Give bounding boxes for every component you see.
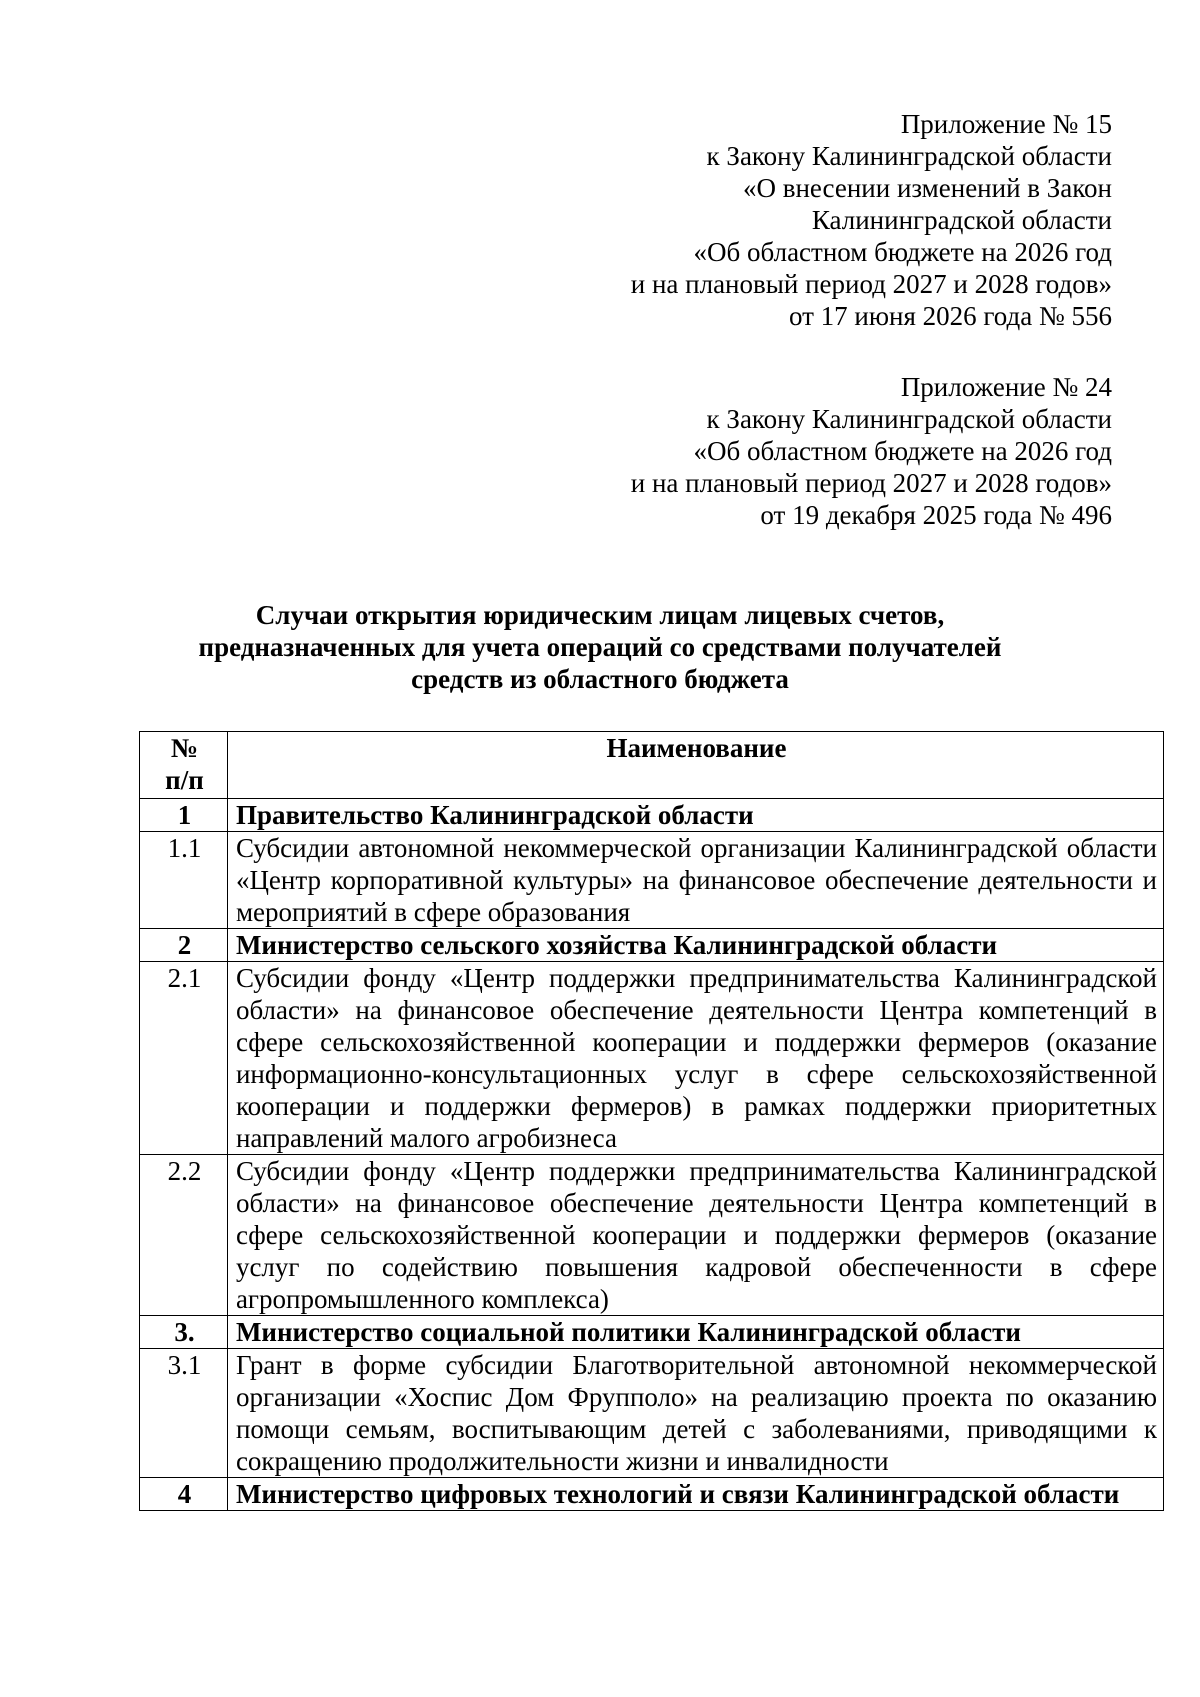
title-line: предназначенных для учета операций со средствами получателей <box>198 632 1002 662</box>
table-row <box>140 1349 1164 1478</box>
appendix-15-header <box>631 108 1112 332</box>
column-header-number <box>140 732 228 799</box>
appendix-line: и на плановый период 2027 и 2028 годов» <box>630 468 1112 498</box>
table-row <box>140 1316 1164 1349</box>
table-header-row <box>140 732 1164 799</box>
appendix-line: «Об областном бюджете на 2026 год <box>693 237 1112 267</box>
row-number: 2 <box>140 929 228 962</box>
table-row <box>140 799 1164 832</box>
row-number: 1.1 <box>140 832 228 929</box>
row-number: 4 <box>140 1478 228 1511</box>
row-name: Министерство социальной политики Калининградской области <box>227 1316 1163 1349</box>
table-row <box>140 832 1164 929</box>
row-name: Субсидии фонду «Центр поддержки предпринимательства Калининградской области» на финансовое обеспечение деятельности Центра компетенций в сфере сельскохозяйственной кооперации и поддержки фермеров (оказание информационно-консультационных услуг в сфере сельскохозяйственной кооперации и поддержки фермеров) в рамках поддержки приоритетных направлений малого агробизнеса <box>227 962 1163 1155</box>
table-row <box>140 1478 1164 1511</box>
row-name: Грант в форме субсидии Благотворительной автономной некоммерческой организации «Хоспис Дом Фрупполо» на реализацию проекта по оказанию помощи семьям, воспитывающим детей с заболеваниями, приводящими к сокращению продолжительности жизни и инвалидности <box>227 1349 1163 1478</box>
title-line: Случаи открытия юридическим лицам лицевых счетов, <box>255 600 945 630</box>
row-number: 3.1 <box>140 1349 228 1478</box>
appendix-line: и на плановый период 2027 и 2028 годов» <box>630 269 1112 299</box>
row-name: Правительство Калининградской области <box>227 799 1163 832</box>
row-name: Министерство сельского хозяйства Калининградской области <box>227 929 1163 962</box>
row-name: Министерство цифровых технологий и связи Калининградской области <box>227 1478 1163 1511</box>
table-row <box>140 962 1164 1155</box>
title-line: средств из областного бюджета <box>411 664 789 694</box>
appendix-line: Калининградской области <box>811 205 1112 235</box>
header-number-abbrev: п/п <box>165 765 204 795</box>
row-number: 2.1 <box>140 962 228 1155</box>
appendix-line: к Закону Калининградской области <box>706 141 1112 171</box>
appendix-line: от 17 июня 2026 года № 556 <box>788 301 1112 331</box>
document-title <box>120 599 1080 695</box>
table-row <box>140 929 1164 962</box>
appendix-line: к Закону Калининградской области <box>706 404 1112 434</box>
appendix-line: «Об областном бюджете на 2026 год <box>693 436 1112 466</box>
cases-table <box>139 731 1164 1511</box>
table-row <box>140 1155 1164 1316</box>
row-name: Субсидии автономной некоммерческой организации Калининградской области «Центр корпоративной культуры» на финансовое обеспечение деятельности и мероприятий в сфере образования <box>227 832 1163 929</box>
row-number: 1 <box>140 799 228 832</box>
appendix-line: Приложение № 15 <box>900 109 1112 139</box>
row-number: 2.2 <box>140 1155 228 1316</box>
appendix-24-header <box>631 371 1112 531</box>
row-name: Субсидии фонду «Центр поддержки предпринимательства Калининградской области» на финансовое обеспечение деятельности Центра компетенций в сфере сельскохозяйственной кооперации и поддержки фермеров (оказание услуг по содействию повышения кадровой обеспеченности в сфере агропромышленного комплекса) <box>227 1155 1163 1316</box>
row-number: 3. <box>140 1316 228 1349</box>
column-header-name: Наименование <box>227 732 1163 799</box>
header-number-symbol: № <box>170 733 199 763</box>
appendix-line: «О внесении изменений в Закон <box>742 173 1112 203</box>
appendix-line: от 19 декабря 2025 года № 496 <box>760 500 1112 530</box>
appendix-line: Приложение № 24 <box>900 372 1112 402</box>
